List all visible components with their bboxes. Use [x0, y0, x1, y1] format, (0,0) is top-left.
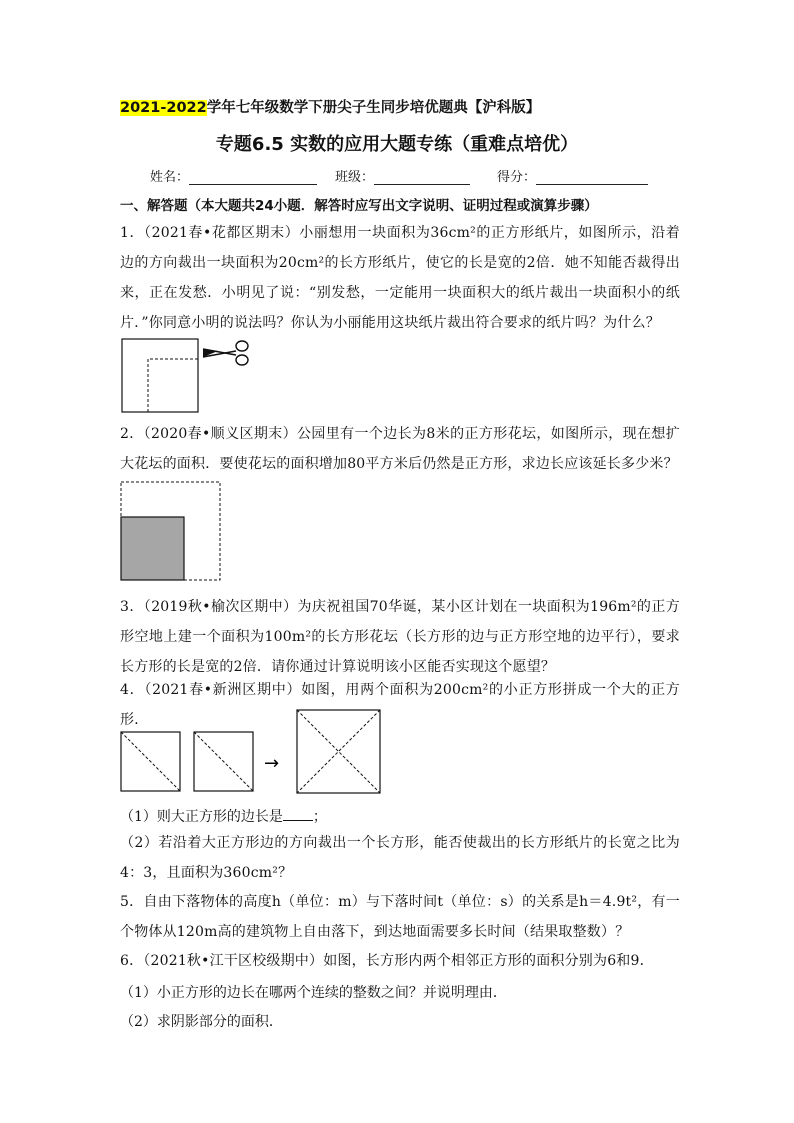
small-square-2 — [194, 732, 253, 791]
small-square-1 — [121, 732, 180, 791]
large-square — [297, 710, 380, 793]
dashed-cut-line — [148, 359, 198, 412]
question-6-sub1: （1）小正方形的边长在哪两个连续的整数之间？并说明理由． — [120, 985, 507, 1001]
series-title — [120, 96, 540, 117]
question-1-text: 1．（2021春•花都区期末）小丽想用一块面积为36cm²的正方形纸片，如图所示，沿着边的方向裁出一块面积为20cm²的长方形纸片，使它的长是宽的2倍．她不知能否裁得出来，正在发愁．小明见了说：“别发愁，一定能用一块面积大的纸片裁出一块面积小的纸片．”你同意小明的说法吗？你认为小丽能用这块纸片裁出符合要求的纸片吗？为什么？ — [120, 225, 680, 331]
series-year-highlight: 2021-2022 — [120, 100, 207, 116]
question-4-sub2: （2）若沿着大正方形边的方向裁出一个长方形，能否使裁出的长方形纸片的长宽之比为4：3，且面积为360cm²？ — [120, 835, 680, 881]
score-label: 得分： — [497, 170, 537, 185]
figure-garden-square — [118, 479, 224, 583]
topic-title: 专题6.5 实数的应用大题专练（重难点培优） — [215, 134, 579, 155]
square-paper — [122, 339, 198, 412]
answer-blank[interactable] — [283, 806, 313, 821]
arrow-icon: → — [264, 753, 280, 774]
q4-sub1-text: （1）则大正方形的边长是 — [120, 809, 283, 825]
series-name: 学年七年级数学下册尖子生同步培优题典【沪科版】 — [206, 100, 541, 116]
name-blank-line[interactable] — [189, 170, 317, 185]
figure-square-with-scissors — [118, 335, 258, 415]
figure-squares-combine — [118, 707, 388, 799]
name-field[interactable] — [150, 166, 317, 185]
question-5-text: 5．自由下落物体的高度h（单位：m）与下落时间t（单位：s）的关系是h＝4.9t²，有一个物体从120m高的建筑物上自由落下，到达地面需要多长时间（结果取整数）？ — [120, 894, 680, 940]
question-4-text: 4．（2021春•新洲区期中）如图，用两个面积为200cm²的小正方形拼成一个大的正方形． — [120, 682, 680, 728]
question-2-text: 2．（2020春•顺义区期末）公园里有一个边长为8米的正方形花坛，如图所示，现在想扩大花坛的面积．要使花坛的面积增加80平方米后仍然是正方形，求边长应该延长多少米？ — [120, 426, 680, 472]
garden-shaded-square — [121, 517, 184, 580]
question-6-text: 6．（2021秋•江干区校级期中）如图，长方形内两个相邻正方形的面积分别为6和9． — [120, 953, 654, 969]
name-label: 姓名： — [150, 170, 190, 185]
class-blank-line[interactable] — [374, 170, 470, 185]
q4-sub1-end: ； — [312, 809, 327, 825]
scissors-icon — [203, 341, 248, 365]
class-label: 班级： — [335, 170, 375, 185]
score-field[interactable] — [497, 166, 648, 185]
question-6-sub2: （2）求阴影部分的面积． — [120, 1014, 283, 1030]
score-blank-line[interactable] — [536, 170, 648, 185]
question-4-sub1 — [120, 806, 327, 826]
class-field[interactable] — [335, 166, 470, 185]
section-heading: 一、解答题（本大题共24小题．解答时应写出文字说明、证明过程或演算步骤） — [120, 198, 598, 214]
question-3-text: 3．（2019秋•榆次区期中）为庆祝祖国70华诞，某小区计划在一块面积为196m²的正方形空地上建一个面积为100m²的长方形花坛（长方形的边与正方形空地的边平行），要求长方形的长是宽的2倍．请你通过计算说明该小区能否实现这个愿望？ — [120, 599, 680, 675]
